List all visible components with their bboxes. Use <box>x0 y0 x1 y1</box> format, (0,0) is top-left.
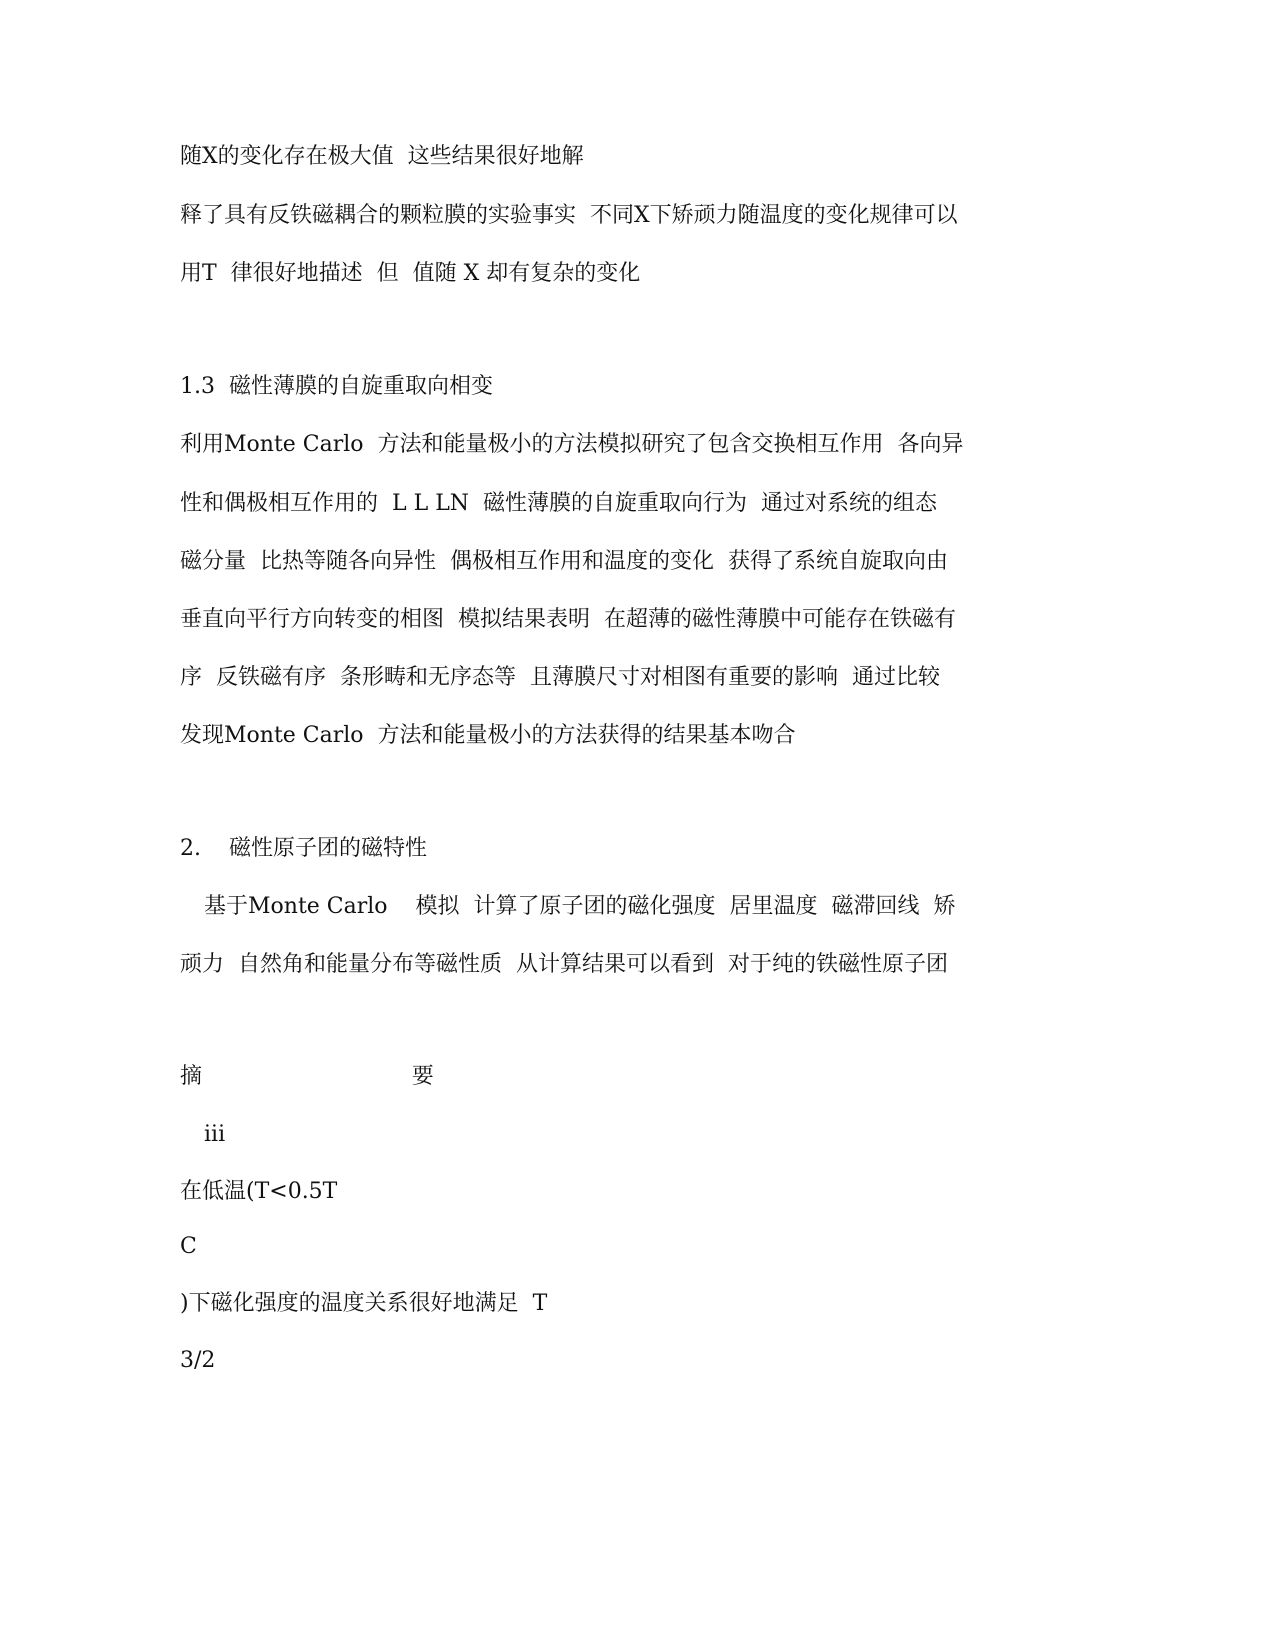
para1-line-1: 随X的变化存在极大值 这些结果很好地解 <box>180 144 584 169</box>
section-1-3-line-1: 利用Monte Carlo 方法和能量极小的方法模拟研究了包含交换相互作用 各向异 <box>180 432 964 457</box>
section-2-heading: 2. 磁性原子团的磁特性 <box>180 836 427 861</box>
section-1-3-line-4: 垂直向平行方向转变的相图 模拟结果表明 在超薄的磁性薄膜中可能存在铁磁有 <box>180 607 956 632</box>
para1-line-3: 用T 律很好地描述 但 值随 X 却有复杂的变化 <box>180 261 641 286</box>
para1-line-2: 释了具有反铁磁耦合的颗粒膜的实验事实 不同X下矫顽力随温度的变化规律可以 <box>180 203 958 228</box>
section-1-3-line-2: 性和偶极相互作用的 L L LN 磁性薄膜的自旋重取向行为 通过对系统的组态 <box>180 491 938 516</box>
fragment-1: 在低温(T<0.5T <box>180 1179 338 1204</box>
section-1-3-line-6: 发现Monte Carlo 方法和能量极小的方法获得的结果基本吻合 <box>180 723 796 748</box>
section-1-3-heading: 1.3 磁性薄膜的自旋重取向相变 <box>180 374 493 399</box>
section-1-3-line-5: 序 反铁磁有序 条形畴和无序态等 且薄膜尺寸对相图有重要的影响 通过比较 <box>180 665 940 690</box>
abstract-label: 摘 要 <box>180 1064 434 1089</box>
page-marker: iii <box>204 1122 226 1147</box>
fragment-4: 3/2 <box>180 1348 216 1373</box>
fragment-2: C <box>180 1234 197 1259</box>
section-2-line-2: 顽力 自然角和能量分布等磁性质 从计算结果可以看到 对于纯的铁磁性原子团 <box>180 952 948 977</box>
section-2-line-1: 基于Monte Carlo 模拟 计算了原子团的磁化强度 居里温度 磁滞回线 矫 <box>204 894 956 919</box>
fragment-3: )下磁化强度的温度关系很好地满足 T <box>180 1291 548 1316</box>
section-1-3-line-3: 磁分量 比热等随各向异性 偶极相互作用和温度的变化 获得了系统自旋取向由 <box>180 549 948 574</box>
